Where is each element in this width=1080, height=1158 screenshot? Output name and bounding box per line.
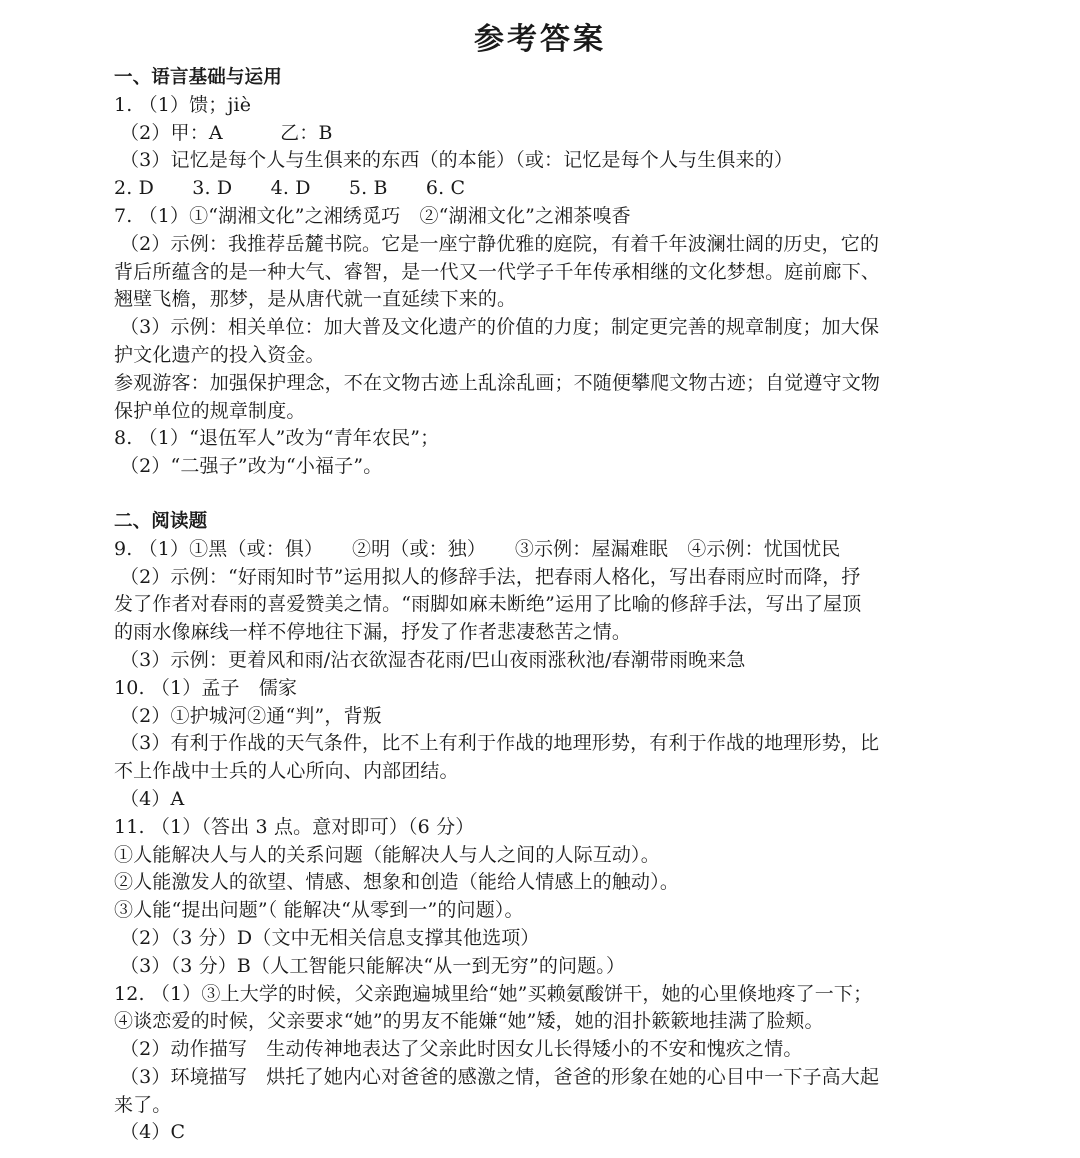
answer-line: ④谈恋爱的时候，父亲要求“她”的男友不能嫌“她”矮，她的泪扑簌簌地挂满了脸颊。 [114,1010,824,1033]
answer-line: 9. （1）①黑（或：俱） ②明（或：独） ③示例：屋漏难眠 ④示例：忧国忧民 [114,537,841,560]
answer-line: 发了作者对春雨的喜爱赞美之情。“雨脚如麻未断绝”运用了比喻的修辞手法，写出了屋顶 [114,593,862,616]
section-heading-reading: 二、阅读题 [114,510,208,532]
answer-line: ②人能激发人的欲望、情感、想象和创造（能给人情感上的触动）。 [114,871,680,894]
answer-line: 参观游客：加强保护理念，不在文物古迹上乱涂乱画；不随便攀爬文物古迹；自觉遵守文物 [114,371,881,394]
answer-line: 7. （1）①“湖湘文化”之湘绣觅巧 ②“湖湘文化”之湘茶嗅香 [114,204,631,227]
answer-line: （2）示例：“好雨知时节”运用拟人的修辞手法，把春雨人格化，写出春雨应时而降，抒 [120,565,861,588]
answer-line: 10. （1）孟子 儒家 [114,676,298,699]
answer-line: 不上作战中士兵的人心所向、内部团结。 [114,760,459,783]
answer-line: 翘壁飞檐，那梦，是从唐代就一直延续下来的。 [114,288,517,311]
answer-line: 的雨水像麻线一样不停地往下漏，抒发了作者悲凄愁苦之情。 [114,621,632,644]
answer-line: （2）①护城河②通“判”，背叛 [120,704,382,727]
answer-line: ③人能“提出问题”（ 能解决“从零到一”的问题）。 [114,899,524,922]
section-gap [114,481,1020,508]
answer-line: （3）示例：更着风和雨/沾衣欲湿杏花雨/巴山夜雨涨秋池/春潮带雨晚来急 [120,648,746,671]
answer-line: 背后所蕴含的是一种大气、睿智，是一代又一代学子千年传承相继的文化梦想。庭前廊下、 [114,260,881,283]
answer-line: 护文化遗产的投入资金。 [114,343,325,366]
answer-line: （4）C [120,1121,186,1144]
answer-line: （3）示例：相关单位：加大普及文化遗产的价值的力度；制定更完善的规章制度；加大保 [120,316,880,339]
page-title: 参考答案 [474,22,606,57]
answer-line: （2）“二强子”改为“小福子”。 [120,455,383,478]
answer-line: 1. （1）馈；jiè [114,93,252,116]
answer-line: 保护单位的规章制度。 [114,399,306,422]
answer-line: （2）（3 分）D（文中无相关信息支撑其他选项） [120,926,540,949]
answer-line: 来了。 [114,1093,172,1116]
answer-line: ①人能解决人与人的关系问题（能解决人与人之间的人际互动）。 [114,843,660,866]
answer-line: （3）环境描写 烘托了她内心对爸爸的感激之情，爸爸的形象在她的心目中一下子高大起 [120,1065,880,1088]
answer-line: （4）A [120,787,185,810]
answer-line: （3）记忆是每个人与生俱来的东西（的本能）（或：记忆是每个人与生俱来的） [120,149,793,172]
answer-line: （2）动作描写 生动传神地表达了父亲此时因女儿长得矮小的不安和愧疚之情。 [120,1038,803,1061]
answer-line: 12. （1）③上大学的时候，父亲跑遍城里给“她”买赖氨酸饼干，她的心里倏地疼了一下； [114,982,873,1005]
answer-line: （3）有利于作战的天气条件，比不上有利于作战的地理形势，有利于作战的地理形势，比 [120,732,880,755]
answer-line: 2. D 3. D 4. D 5. B 6. C [114,177,466,200]
answer-line: （3）（3 分）B（人工智能只能解决“从一到无穷”的问题。） [120,954,626,977]
answer-line: （2）示例：我推荐岳麓书院。它是一座宁静优雅的庭院，有着千年波澜壮阔的历史，它的 [120,232,880,255]
answer-line: 8. （1）“退伍军人”改为“青年农民”； [114,427,440,450]
answer-line: 11. （1）（答出 3 点。意对即可）（6 分） [114,815,475,838]
section-heading-language: 一、语言基础与运用 [114,67,282,88]
answer-line: （2）甲：A 乙：B [120,121,333,144]
